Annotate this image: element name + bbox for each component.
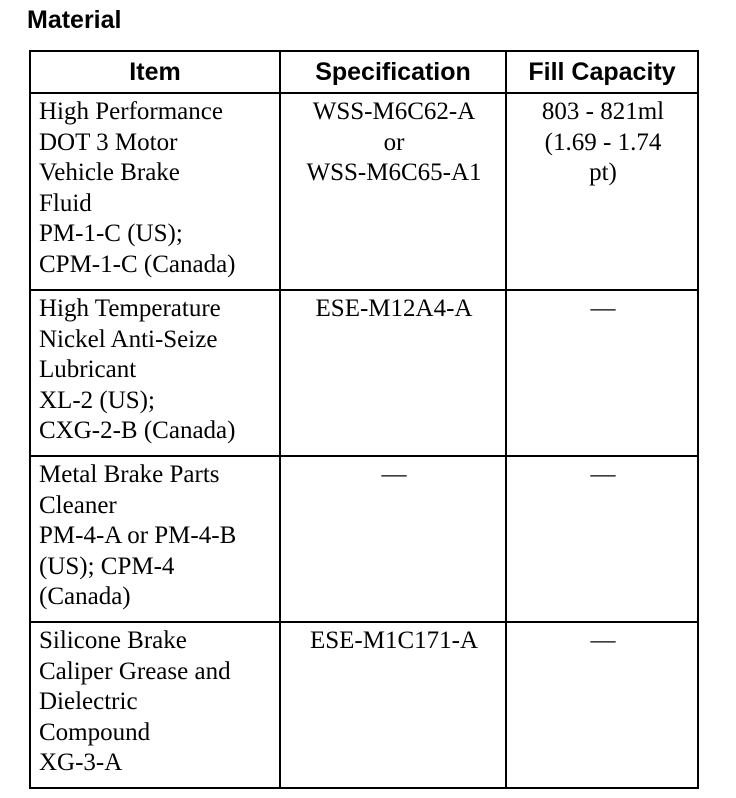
item-line: Lubricant [39, 356, 137, 384]
item-cell [30, 456, 280, 622]
column-header-item: Item [30, 51, 280, 93]
item-cell [30, 290, 280, 456]
item-line: PM-4-A or PM-4-B [39, 522, 237, 550]
item-line: CPM-1-C (Canada) [39, 250, 236, 278]
specification-line: or [383, 128, 405, 156]
fill-capacity-cell [506, 93, 698, 290]
item-line: (US); CPM-4 [39, 552, 175, 580]
table-row [30, 290, 698, 456]
item-line: High Temperature [39, 295, 221, 322]
header-row [30, 51, 698, 93]
section-title: Material [27, 6, 122, 34]
item-line: Metal Brake Parts [39, 461, 220, 488]
column-header-fill-capacity: Fill Capacity [506, 51, 698, 93]
item-line: XL-2 (US); [39, 386, 155, 414]
item-cell [30, 622, 280, 788]
item-line: High Performance [39, 98, 223, 125]
specification-line: WSS-M6C65-A1 [306, 159, 482, 187]
item-cell [30, 93, 280, 290]
table-row [30, 622, 698, 788]
item-line: Silicone Brake [39, 627, 187, 654]
fill-capacity-line: 803 - 821ml [541, 98, 665, 125]
item-line: Dielectric [39, 688, 138, 716]
fill-capacity-cell [506, 456, 698, 622]
column-header-specification: Specification [280, 51, 506, 93]
specification-line: WSS-M6C62-A [312, 98, 476, 125]
item-line: PM-1-C (US); [39, 220, 183, 248]
specification-dash: — [381, 461, 407, 488]
fill-capacity-dash: — [590, 627, 616, 654]
fill-capacity-dash: — [590, 461, 616, 488]
item-line: (Canada) [39, 583, 131, 611]
fill-capacity-dash: — [590, 295, 616, 322]
table-row [30, 93, 698, 290]
item-line: Nickel Anti-Seize [39, 325, 218, 353]
fill-capacity-cell [506, 290, 698, 456]
fill-capacity-line: pt) [589, 159, 617, 187]
item-line: Compound [39, 718, 151, 746]
specification-cell [280, 622, 506, 788]
item-line: Vehicle Brake [39, 159, 180, 187]
specification-cell [280, 290, 506, 456]
fill-capacity-cell [506, 622, 698, 788]
item-line: Caliper Grease and [39, 657, 231, 685]
item-line: Cleaner [39, 491, 117, 519]
specification-cell [280, 456, 506, 622]
material-table [29, 50, 699, 789]
item-line: XG-3-A [39, 749, 123, 777]
fill-capacity-line: (1.69 - 1.74 [544, 128, 662, 156]
item-line: CXG-2-B (Canada) [39, 417, 236, 445]
item-line: Fluid [39, 189, 92, 217]
specification-line: ESE-M1C171-A [309, 627, 479, 654]
specification-line: ESE-M12A4-A [315, 295, 473, 322]
item-line: DOT 3 Motor [39, 128, 178, 156]
specification-cell [280, 93, 506, 290]
table-row [30, 456, 698, 622]
